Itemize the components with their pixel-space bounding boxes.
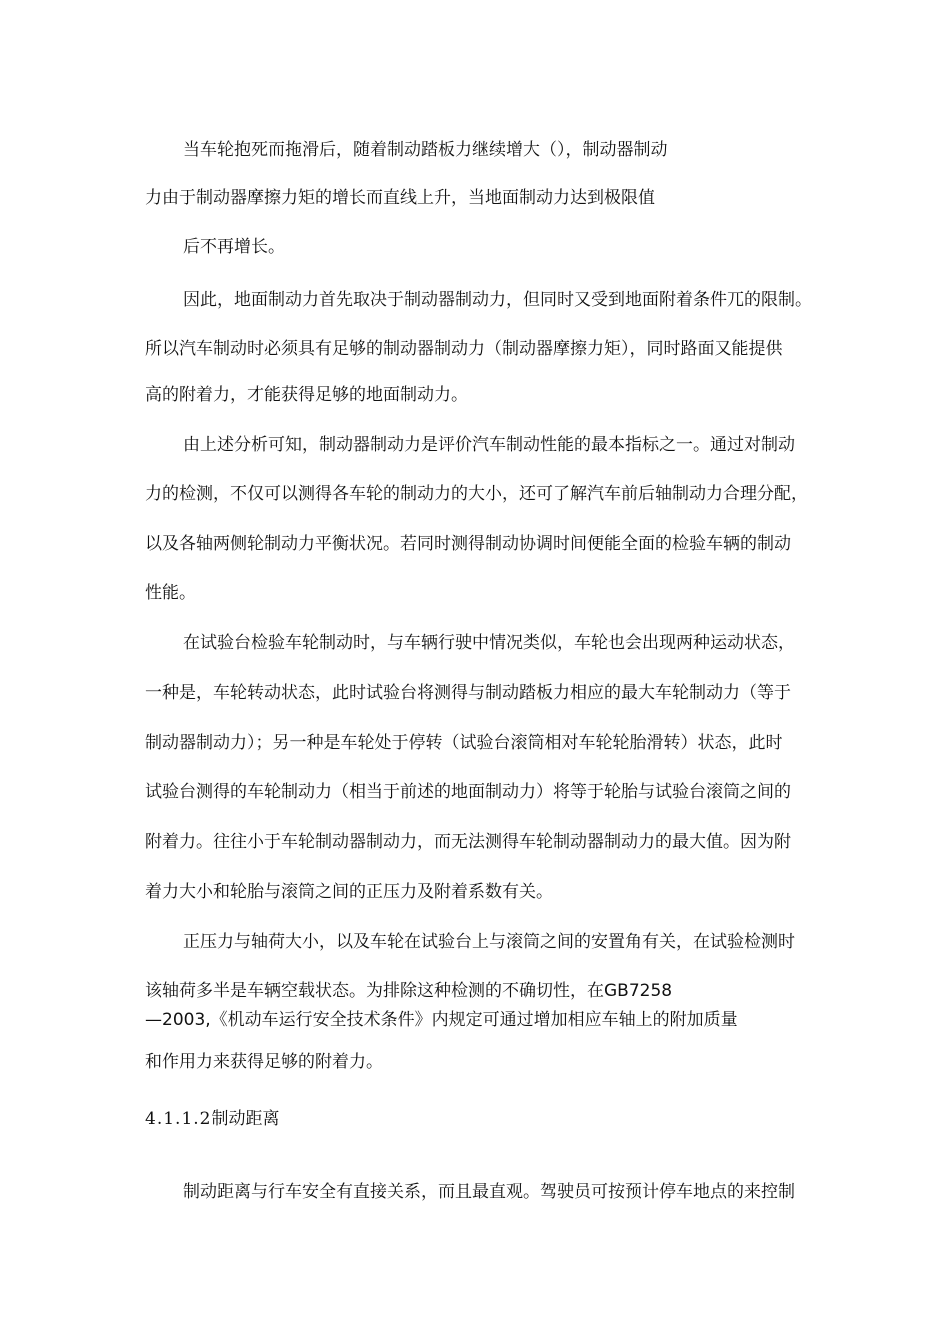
paragraph-4-line-6: 着力大小和轮胎与滚筒之间的正压力及附着系数有关。 [145, 882, 553, 902]
paragraph-4-line-5: 附着力。往往小于车轮制动器制动力，而无法测得车轮制动器制动力的最大值。因为附 [145, 832, 791, 852]
section-number: 4.1.1.2 [145, 1109, 212, 1129]
paragraph-5-line-2: 该轴荷多半是车辆空载状态。为排除这种检测的不确切性，在GB7258 [145, 981, 673, 1001]
paragraph-2-line-1: 因此，地面制动力首先取决于制动器制动力，但同时又受到地面附着条件兀的限制。 [183, 290, 812, 310]
paragraph-5-line-3: —2003,《机动车运行安全技术条件》内规定可通过增加相应车轴上的附加质量 [145, 1010, 738, 1030]
paragraph-4-line-3: 制动器制动力）；另一种是车轮处于停转（试验台滚筒相对车轮轮胎滑转）状态，此时 [145, 733, 783, 753]
paragraph-4-line-1: 在试验台检验车轮制动时，与车辆行驶中情况类似，车轮也会出现两种运动状态， [183, 633, 795, 653]
paragraph-3-line-4: 性能。 [145, 583, 196, 603]
paragraph-3-line-3: 以及各轴两侧轮制动力平衡状况。若同时测得制动协调时间便能全面的检验车辆的制动 [145, 534, 791, 554]
paragraph-3-line-2: 力的检测，不仅可以测得各车轮的制动力的大小，还可了解汽车前后轴制动力合理分配， [145, 484, 808, 504]
paragraph-1-line-3: 后不再增长。 [183, 237, 285, 257]
paragraph-1-line-2: 力由于制动器摩擦力矩的增长而直线上升，当地面制动力达到极限值 [145, 188, 655, 208]
paragraph-5-line-4: 和作用力来获得足够的附着力。 [145, 1052, 383, 1072]
paragraph-6-line-1: 制动距离与行车安全有直接关系，而且最直观。驾驶员可按预计停车地点的来控制 [183, 1182, 795, 1202]
paragraph-3-line-1: 由上述分析可知，制动器制动力是评价汽车制动性能的最本指标之一。通过对制动 [183, 435, 795, 455]
paragraph-4-line-2: 一种是，车轮转动状态，此时试验台将测得与制动踏板力相应的最大车轮制动力（等于 [145, 683, 791, 703]
paragraph-4-line-4: 试验台测得的车轮制动力（相当于前述的地面制动力）将等于轮胎与试验台滚筒之间的 [145, 782, 791, 802]
paragraph-2-line-3: 高的附着力，才能获得足够的地面制动力。 [145, 385, 468, 405]
paragraph-5-line-1: 正压力与轴荷大小，以及车轮在试验台上与滚筒之间的安置角有关，在试验检测时 [183, 932, 795, 952]
section-heading [145, 1107, 279, 1131]
paragraph-1-line-1: 当车轮抱死而拖滑后，随着制动踏板力继续增大（），制动器制动 [183, 140, 668, 160]
paragraph-2-line-2: 所以汽车制动时必须具有足够的制动器制动力（制动器摩擦力矩），同时路面又能提供 [145, 339, 783, 359]
section-title: 制动距离 [211, 1109, 280, 1129]
